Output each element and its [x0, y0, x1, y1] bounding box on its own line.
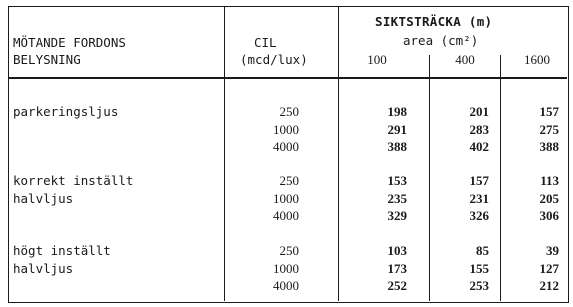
table-cell-value: 253	[469, 278, 489, 293]
group-label-correct-low-beam-line1: korrekt inställt	[13, 173, 134, 188]
table-cell-value: 291	[387, 122, 407, 137]
table-cell-value: 402	[469, 139, 489, 154]
column-divider-4	[500, 55, 501, 301]
table-cell-value: 388	[387, 139, 407, 154]
table-cell-value: 326	[469, 208, 489, 223]
table-cell-value: 153	[387, 173, 407, 188]
visibility-distance-table	[8, 6, 569, 303]
table-cell-cil: 250	[279, 243, 299, 258]
table-cell-value: 306	[539, 208, 559, 223]
table-cell-cil: 1000	[273, 261, 299, 276]
table-cell-cil: 1000	[273, 122, 299, 137]
table-cell-value: 39	[546, 243, 559, 258]
column-divider-3	[429, 55, 430, 301]
table-cell-value: 103	[387, 243, 407, 258]
header-cil-line1: CIL	[254, 35, 277, 50]
table-cell-value: 85	[476, 243, 489, 258]
table-cell-value: 212	[539, 278, 559, 293]
header-area-unit: area (cm²)	[403, 33, 479, 48]
table-cell-value: 155	[469, 261, 489, 276]
group-label-high-low-beam-line2: halvljus	[13, 261, 74, 276]
table-cell-value: 283	[469, 122, 489, 137]
header-area-1600: 1600	[524, 52, 550, 67]
table-cell-value: 113	[540, 173, 559, 188]
table-cell-value: 388	[539, 139, 559, 154]
table-cell-value: 231	[469, 191, 489, 206]
table-cell-value: 201	[469, 104, 489, 119]
column-divider-1	[224, 7, 225, 301]
table-cell-value: 329	[387, 208, 407, 223]
table-cell-value: 157	[469, 173, 489, 188]
table-cell-value: 235	[387, 191, 407, 206]
group-label-parking-lights: parkeringsljus	[13, 104, 119, 119]
table-cell-value: 157	[539, 104, 559, 119]
header-area-100: 100	[367, 52, 387, 67]
table-cell-cil: 4000	[273, 139, 299, 154]
table-cell-cil: 4000	[273, 278, 299, 293]
table-cell-value: 198	[387, 104, 407, 119]
table-cell-value: 127	[539, 261, 559, 276]
header-cil-unit: (mcd/lux)	[240, 52, 308, 67]
table-cell-value: 252	[387, 278, 407, 293]
table-cell-value: 205	[539, 191, 559, 206]
table-cell-cil: 4000	[273, 208, 299, 223]
header-vehicle-lighting-line2: BELYSNING	[13, 52, 81, 67]
table-cell-cil: 250	[279, 104, 299, 119]
header-area-400: 400	[455, 52, 475, 67]
column-divider-2	[338, 7, 339, 301]
table-cell-cil: 250	[279, 173, 299, 188]
header-sight-distance: SIKTSTRÄCKA (m)	[375, 14, 493, 29]
header-divider	[9, 77, 567, 79]
table-cell-value: 275	[539, 122, 559, 137]
group-label-correct-low-beam-line2: halvljus	[13, 191, 74, 206]
header-vehicle-lighting-line1: MÖTANDE FORDONS	[13, 35, 126, 50]
group-label-high-low-beam-line1: högt inställt	[13, 243, 111, 258]
table-cell-cil: 1000	[273, 191, 299, 206]
table-cell-value: 173	[387, 261, 407, 276]
